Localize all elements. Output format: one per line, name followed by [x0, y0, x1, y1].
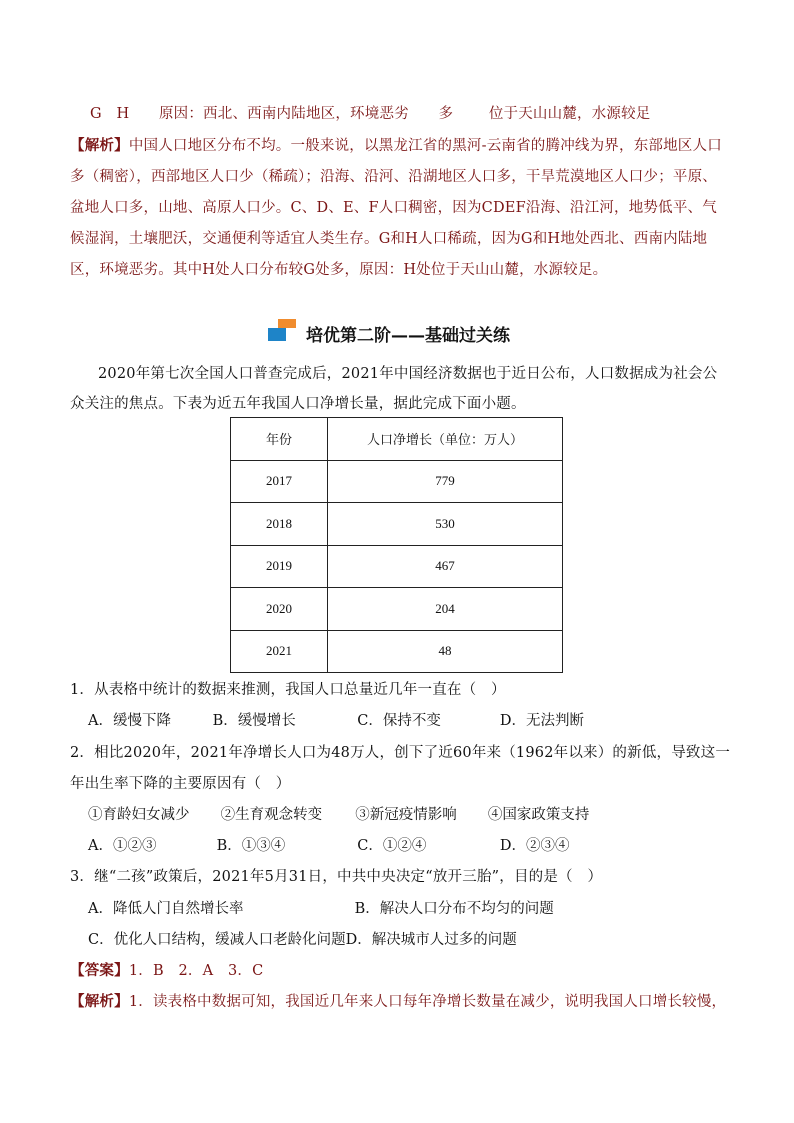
- answer-line: [70, 959, 263, 980]
- q2-item-4: ④国家政策支持: [487, 807, 590, 823]
- answer-tag: 【答案】: [70, 962, 129, 979]
- table-header-year: 年份: [231, 418, 328, 461]
- analysis1-line-2: [70, 165, 717, 186]
- table-cell-value: 779: [328, 460, 563, 503]
- table-cell-year: 2021: [231, 630, 328, 673]
- q2-option-b[interactable]: B．①③④: [216, 838, 286, 854]
- table-cell-year: 2019: [231, 545, 328, 588]
- intro-text-1: 2020年第七次全国人口普查完成后，2021年中国经济数据也于近日公布，人口数据成为社会公: [98, 366, 718, 382]
- question-2-stem-1: 2．相比2020年，2021年净增长人口为48万人，创下了近60年来（1962年以来）的新低，导致这一: [70, 745, 731, 761]
- table-cell-value: 48: [328, 630, 563, 673]
- q3-option-d[interactable]: D．解决城市人过多的问题: [345, 932, 517, 948]
- table-cell-year: 2020: [231, 588, 328, 631]
- answer-text: 1．B 2．A 3．C: [128, 963, 264, 979]
- top-answer-line: [90, 102, 651, 123]
- q2-option-d[interactable]: D．②③④: [499, 838, 570, 854]
- q1-option-d[interactable]: D．无法判断: [499, 713, 584, 729]
- question-3-options-row2: [88, 928, 517, 949]
- answer-reason2: 位于天山山麓，水源较足: [488, 106, 651, 122]
- table-cell-value: 530: [328, 503, 563, 546]
- q2-item-1: ①育龄妇女减少: [88, 807, 190, 823]
- answer-gh: G H: [90, 106, 130, 122]
- analysis1-line-3: [70, 196, 717, 217]
- table-cell-year: 2017: [231, 460, 328, 503]
- question-1-options: [88, 709, 584, 730]
- section-title: 培优第二阶——基础过关练: [306, 325, 510, 346]
- analysis2-text: 1．读表格中数据可知，我国近几年来人口每年净增长数量在减少，说明我国人口增长较慢，: [128, 994, 727, 1010]
- q2-item-2: ②生育观念转变: [220, 807, 323, 823]
- q1-option-a[interactable]: A．缓慢下降: [88, 713, 171, 729]
- q3-option-c[interactable]: C．优化人口结构，缓减人口老龄化问题: [88, 932, 346, 948]
- section-squares-icon: [268, 319, 302, 347]
- table-row: [231, 460, 563, 503]
- intro-line-1: [98, 362, 717, 383]
- analysis1-text-3: 盆地人口多，山地、高原人口少。C、D、E、F人口稠密，因为CDEF沿海、沿江河，地势低平、气: [70, 200, 717, 216]
- analysis1-text-5: 区，环境恶劣。其中H处人口分布较G处多，原因：H处位于天山山麓，水源较足。: [70, 262, 608, 278]
- table-row: [231, 588, 563, 631]
- question-2-stem-2: 年出生率下降的主要原因有（ ）: [70, 776, 291, 792]
- q2-option-c[interactable]: C．①②④: [357, 838, 427, 854]
- table-header-row: [231, 418, 563, 461]
- q3-option-b[interactable]: B．解决人口分布不均匀的问题: [354, 901, 554, 917]
- table-row: [231, 630, 563, 673]
- analysis1-text-4: 候湿润，土壤肥沃，交通便利等适宜人类生存。G和H人口稀疏，因为G和H地处西北、西南内陆地: [70, 231, 708, 247]
- table-cell-value: 204: [328, 588, 563, 631]
- q1-option-c[interactable]: C．保持不变: [357, 713, 441, 729]
- population-table: [230, 417, 563, 673]
- section-heading: [268, 318, 510, 348]
- analysis1-tag: 【解析】: [70, 137, 129, 154]
- question-3-options-row1: [88, 897, 554, 918]
- table-row: [231, 545, 563, 588]
- table-header-growth: 人口净增长（单位：万人）: [328, 418, 563, 461]
- analysis2-line: [70, 990, 726, 1011]
- q2-option-a[interactable]: A．①②③: [88, 838, 157, 854]
- answer-more: 多: [438, 106, 454, 122]
- analysis1-line-1: [70, 134, 722, 155]
- table-cell-value: 467: [328, 545, 563, 588]
- analysis1-text-2: 多（稠密），西部地区人口少（稀疏）；沿海、沿河、沿湖地区人口多，干旱荒漠地区人口少；平原、: [70, 169, 717, 185]
- intro-line-2: [70, 392, 526, 413]
- analysis2-tag: 【解析】: [70, 993, 129, 1010]
- analysis1-text-1: 中国人口地区分布不均。一般来说，以黑龙江省的黑河-云南省的腾冲线为界，东部地区人口: [128, 138, 722, 154]
- analysis1-line-5: [70, 258, 607, 279]
- analysis1-line-4: [70, 227, 707, 248]
- question-2-items: [88, 803, 589, 824]
- question-1-stem: 1．从表格中统计的数据来推测，我国人口总量近几年一直在（ ）: [70, 682, 506, 698]
- q2-item-3: ③新冠疫情影响: [355, 807, 457, 823]
- q1-option-b[interactable]: B．缓慢增长: [212, 713, 296, 729]
- table-row: [231, 503, 563, 546]
- q3-option-a[interactable]: A．降低人门自然增长率: [88, 901, 244, 917]
- question-3-stem: 3．继“二孩”政策后，2021年5月31日，中共中央决定“放开三胎”，目的是（ ）: [70, 869, 603, 885]
- intro-text-2: 众关注的焦点。下表为近五年我国人口净增长量，据此完成下面小题。: [70, 396, 526, 412]
- answer-reason: 原因：西北、西南内陆地区，环境恶劣: [158, 106, 409, 122]
- question-2-options: [88, 834, 569, 855]
- table-cell-year: 2018: [231, 503, 328, 546]
